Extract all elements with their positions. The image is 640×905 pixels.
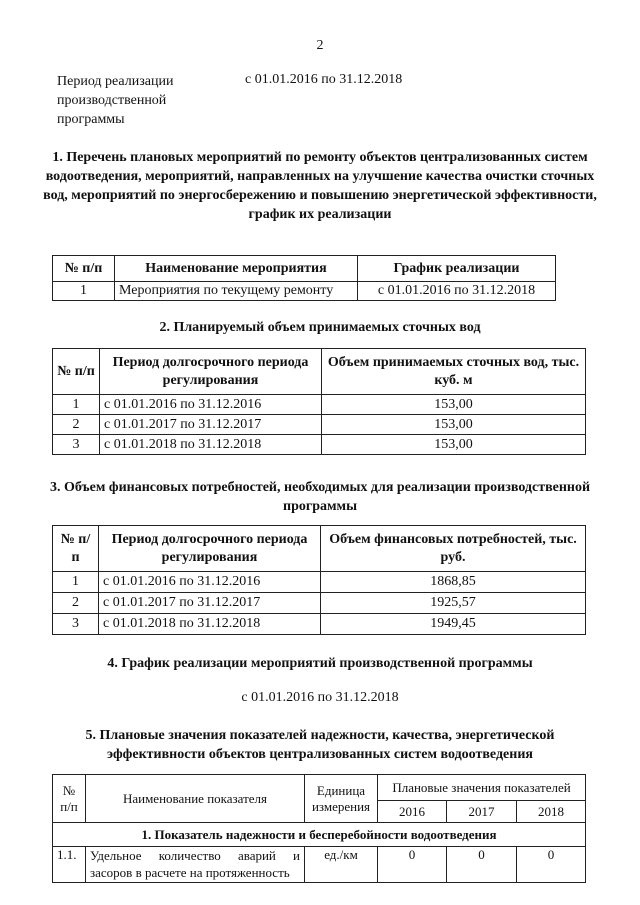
cell-finance: 1868,85: [321, 572, 586, 593]
header-num: № п/п: [53, 775, 86, 823]
cell-period: с 01.01.2018 по 31.12.2018: [100, 435, 322, 455]
period-value: с 01.01.2016 по 31.12.2018: [245, 72, 403, 87]
cell-name-line1: Удельное количество аварий и: [90, 848, 300, 863]
page-number: 2: [316, 38, 324, 53]
section2-title: 2. Планируемый объем принимаемых сточных вод: [159, 320, 481, 335]
table-row: [53, 847, 586, 883]
cell-value-2017: 0: [447, 847, 517, 883]
table-row: [53, 435, 586, 455]
header-schedule: График реализации: [358, 256, 556, 282]
table-header-row: [53, 526, 586, 572]
table-row: [53, 395, 586, 415]
cell-name-line2: засоров в расчете на протяженность: [90, 865, 290, 880]
header-name: Наименование мероприятия: [115, 256, 358, 282]
header-planned: Плановые значения показателей: [378, 775, 586, 801]
cell-volume: 153,00: [322, 435, 586, 455]
cell-unit: ед./км: [305, 847, 378, 883]
cell-num: 2: [53, 415, 100, 435]
cell-period: с 01.01.2016 по 31.12.2016: [99, 572, 321, 593]
header-num: № п/п: [53, 349, 100, 395]
cell-period: с 01.01.2017 по 31.12.2017: [100, 415, 322, 435]
table-row: [53, 415, 586, 435]
header-volume: Объем принимаемых сточных вод, тыс. куб. м: [322, 349, 586, 395]
section3-title: 3. Объем финансовых потребностей, необходимых для реализации производственной программы: [49, 480, 591, 514]
cell-num: 1.1.: [53, 847, 86, 883]
cell-period: с 01.01.2017 по 31.12.2017: [99, 593, 321, 614]
table-header-row: [53, 775, 586, 801]
header-num: № п/п: [53, 526, 99, 572]
cell-num: 1: [53, 572, 99, 593]
header-name: Наименование показателя: [86, 775, 305, 823]
table-header-row: [53, 349, 586, 395]
table-row: [53, 593, 586, 614]
cell-period: с 01.01.2018 по 31.12.2018: [99, 614, 321, 635]
section5-title: 5. Плановые значения показателей надежности, качества, энергетической эффективности объектов централизованных систем водоотведения: [85, 728, 555, 762]
header-year-2017: 2017: [447, 801, 517, 823]
section3-table: [52, 525, 586, 635]
header-period: Период долгосрочного периода регулирования: [99, 526, 321, 572]
header-period: Период долгосрочного периода регулирования: [100, 349, 322, 395]
section1-title: 1. Перечень плановых мероприятий по ремонту объектов централизованных систем водоотведения, мероприятий, направленных на улучшение качества очистки сточных вод, мероприятий по энергосбережению и повышению энергетической эффективности, график их реализации: [43, 150, 597, 222]
cell-num: 3: [53, 614, 99, 635]
subheader-reliability: 1. Показатель надежности и бесперебойности водоотведения: [53, 823, 586, 847]
cell-name: Мероприятия по текущему ремонту: [115, 282, 358, 301]
cell-volume: 153,00: [322, 415, 586, 435]
cell-name: [86, 847, 305, 883]
cell-num: 1: [53, 282, 115, 301]
header-year-2016: 2016: [378, 801, 447, 823]
section2-table: [52, 348, 586, 455]
cell-period: с 01.01.2016 по 31.12.2016: [100, 395, 322, 415]
header-num: № п/п: [53, 256, 115, 282]
header-year-2018: 2018: [517, 801, 586, 823]
table-row: [53, 572, 586, 593]
cell-finance: 1925,57: [321, 593, 586, 614]
cell-schedule: с 01.01.2016 по 31.12.2018: [358, 282, 556, 301]
section1-table: [52, 255, 556, 301]
cell-finance: 1949,45: [321, 614, 586, 635]
cell-num: 3: [53, 435, 100, 455]
cell-value-2018: 0: [517, 847, 586, 883]
section4-schedule: с 01.01.2016 по 31.12.2018: [241, 690, 399, 705]
header-finance: Объем финансовых потребностей, тыс. руб.: [321, 526, 586, 572]
table-header-row: [53, 256, 556, 282]
period-label: Период реализации производственной программы: [57, 74, 174, 127]
table-subheader-row: [53, 823, 586, 847]
cell-volume: 153,00: [322, 395, 586, 415]
cell-num: 2: [53, 593, 99, 614]
header-unit: Единица измерения: [305, 775, 378, 823]
table-row: [53, 614, 586, 635]
section4-title: 4. График реализации мероприятий производственной программы: [107, 656, 533, 671]
cell-num: 1: [53, 395, 100, 415]
table-row: [53, 282, 556, 301]
cell-value-2016: 0: [378, 847, 447, 883]
section5-table: [52, 774, 586, 883]
